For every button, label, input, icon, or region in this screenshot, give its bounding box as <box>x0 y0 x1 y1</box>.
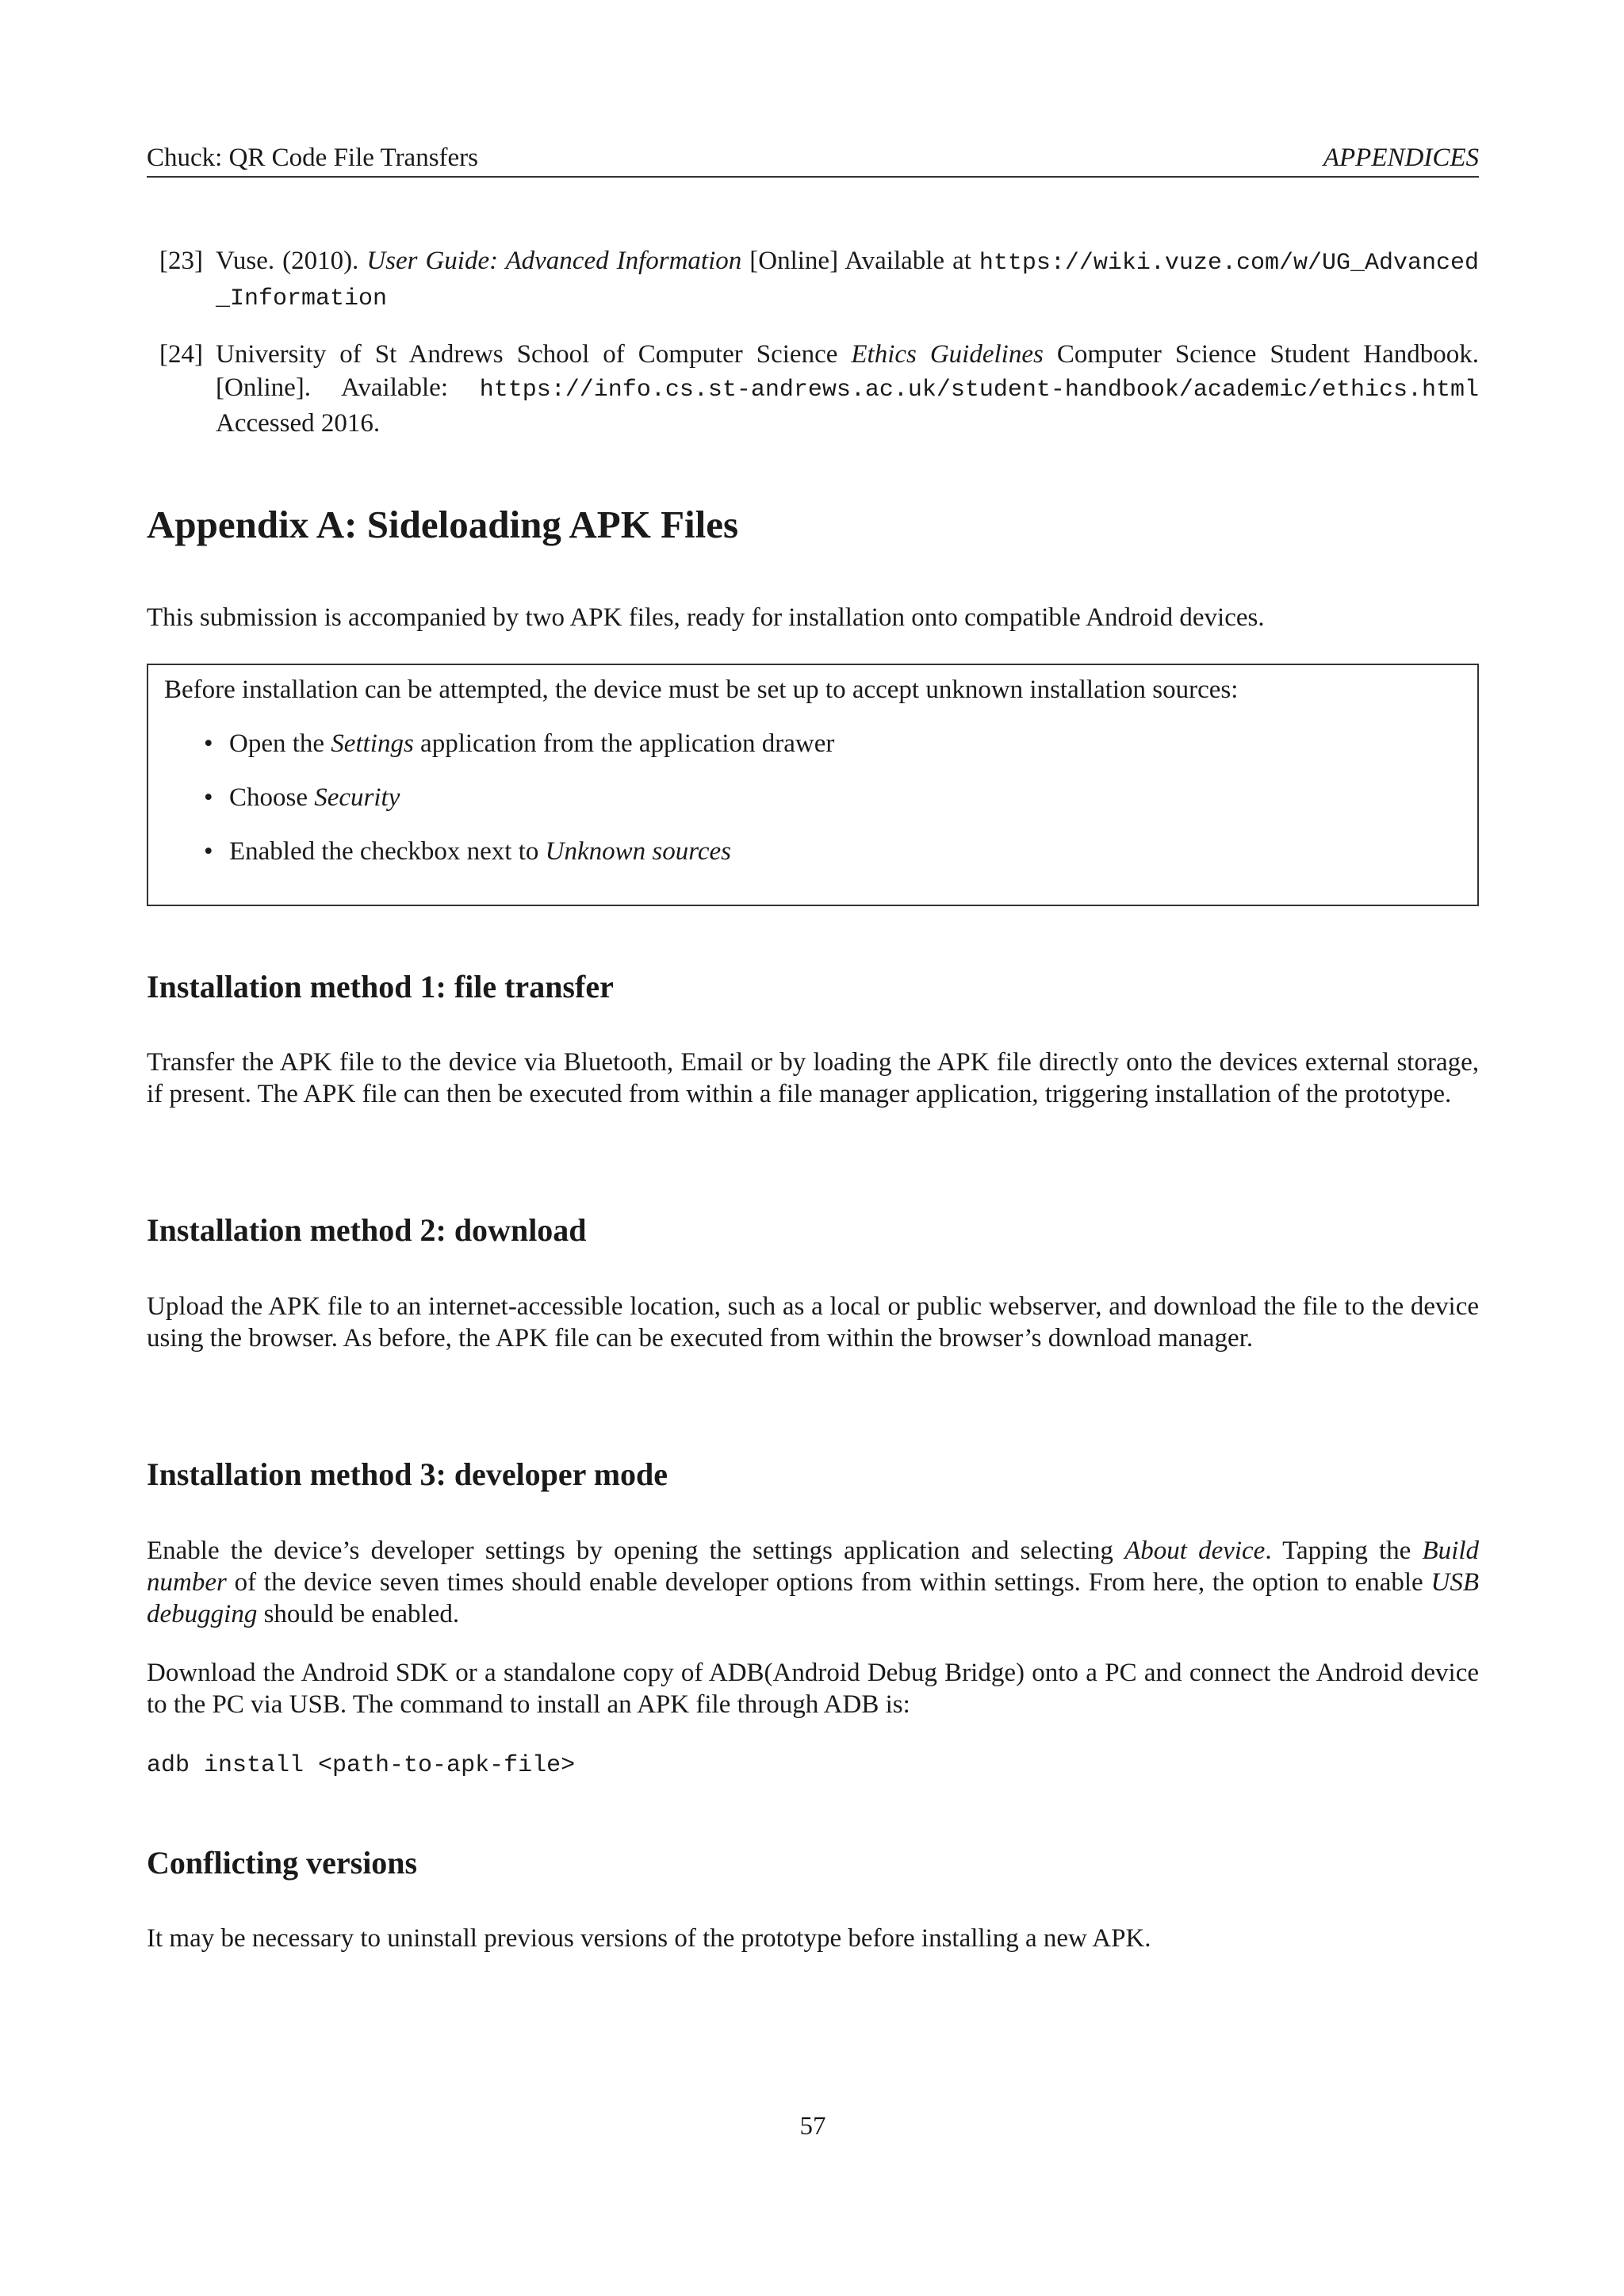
reference-text: Computer Science Student Handbook. [Online]. Available: <box>216 340 1479 402</box>
step-text: Open the <box>229 729 331 758</box>
section-heading-conflicting: Conflicting versions <box>147 1845 418 1881</box>
bullet-icon: • <box>204 783 213 812</box>
reference-number: [23] <box>159 247 203 275</box>
bullet-icon: • <box>204 837 213 866</box>
reference-text: [Online] Available at <box>741 247 979 275</box>
section-heading-method-3: Installation method 3: developer mode <box>147 1456 668 1492</box>
paragraph-emphasis: Build number <box>147 1536 1479 1597</box>
prerequisite-box <box>147 664 1479 906</box>
paragraph-text: of the device seven times should enable developer options from within settings. From here, the option to enable <box>226 1568 1431 1597</box>
step-emphasis: Security <box>314 783 400 812</box>
paragraph-text: Enable the device’s developer settings by opening the settings application and selecting <box>147 1536 1125 1565</box>
section-body-method-2: Upload the APK file to an internet-accessible location, such as a local or public webserver, and download the file to the device using the browser. As before, the APK file can be executed from within the browser’s download manager. <box>147 1292 1479 1353</box>
header-section: APPENDICES <box>1323 144 1479 172</box>
bullet-icon: • <box>204 729 213 758</box>
reference-text: Accessed 2016. <box>216 409 381 438</box>
settings-steps-list <box>164 727 1461 868</box>
list-item <box>164 781 1461 814</box>
step-text: Choose <box>229 783 315 812</box>
appendix-title: Appendix A: Sideloading APK Files <box>147 503 739 546</box>
reference-url[interactable]: https://info.cs.st-andrews.ac.uk/student-handbook/academic/ethics.html <box>479 377 1479 404</box>
section-body-method-3 <box>147 1535 1479 1630</box>
page-number: 57 <box>799 2112 826 2141</box>
adb-command: adb install <path-to-apk-file> <box>147 1752 576 1779</box>
paragraph-emphasis: USB debugging <box>147 1568 1479 1628</box>
reference-item <box>147 338 1479 440</box>
list-item <box>164 835 1461 868</box>
step-text: application from the application drawer <box>413 729 835 758</box>
section-body-conflicting: It may be necessary to uninstall previous versions of the prototype before installing a new APK. <box>147 1924 1151 1953</box>
reference-number: [24] <box>159 340 203 369</box>
list-item <box>164 727 1461 760</box>
step-emphasis: Unknown sources <box>545 837 731 866</box>
reference-title: User Guide: Advanced Information <box>366 247 742 275</box>
section-body-method-3-adb: Download the Android SDK or a standalone copy of ADB(Android Debug Bridge) onto a PC and connect the Android device to the PC via USB. The command to install an APK file through ADB is: <box>147 1659 1479 1719</box>
reference-text: University of St Andrews School of Computer Science <box>216 340 852 369</box>
paragraph-emphasis: About device <box>1124 1536 1266 1565</box>
reference-item <box>147 244 1479 316</box>
section-body-method-1: Transfer the APK file to the device via Bluetooth, Email or by loading the APK file directly onto the devices external storage, if present. The APK file can then be executed from within a file manager application, triggering installation of the prototype. <box>147 1048 1479 1108</box>
reference-list <box>147 244 1479 462</box>
document-page <box>147 0 1479 2296</box>
reference-url[interactable]: https://wiki.vuze.com/w/UG_Advanced_Information <box>216 250 1479 312</box>
reference-title: Ethics Guidelines <box>851 340 1044 369</box>
step-text: Enabled the checkbox next to <box>229 837 546 866</box>
header-title: Chuck: QR Code File Transfers <box>147 144 479 172</box>
running-header <box>147 140 1479 178</box>
appendix-intro: This submission is accompanied by two APK files, ready for installation onto compatible Android devices. <box>147 603 1265 632</box>
step-emphasis: Settings <box>331 729 414 758</box>
reference-text: Vuse. (2010). <box>216 247 367 275</box>
paragraph-text: should be enabled. <box>257 1600 460 1628</box>
section-heading-method-1: Installation method 1: file transfer <box>147 969 614 1004</box>
paragraph-text: . Tapping the <box>1265 1536 1423 1565</box>
section-heading-method-2: Installation method 2: download <box>147 1212 587 1248</box>
box-lead: Before installation can be attempted, the device must be set up to accept unknown installation sources: <box>164 675 1239 704</box>
